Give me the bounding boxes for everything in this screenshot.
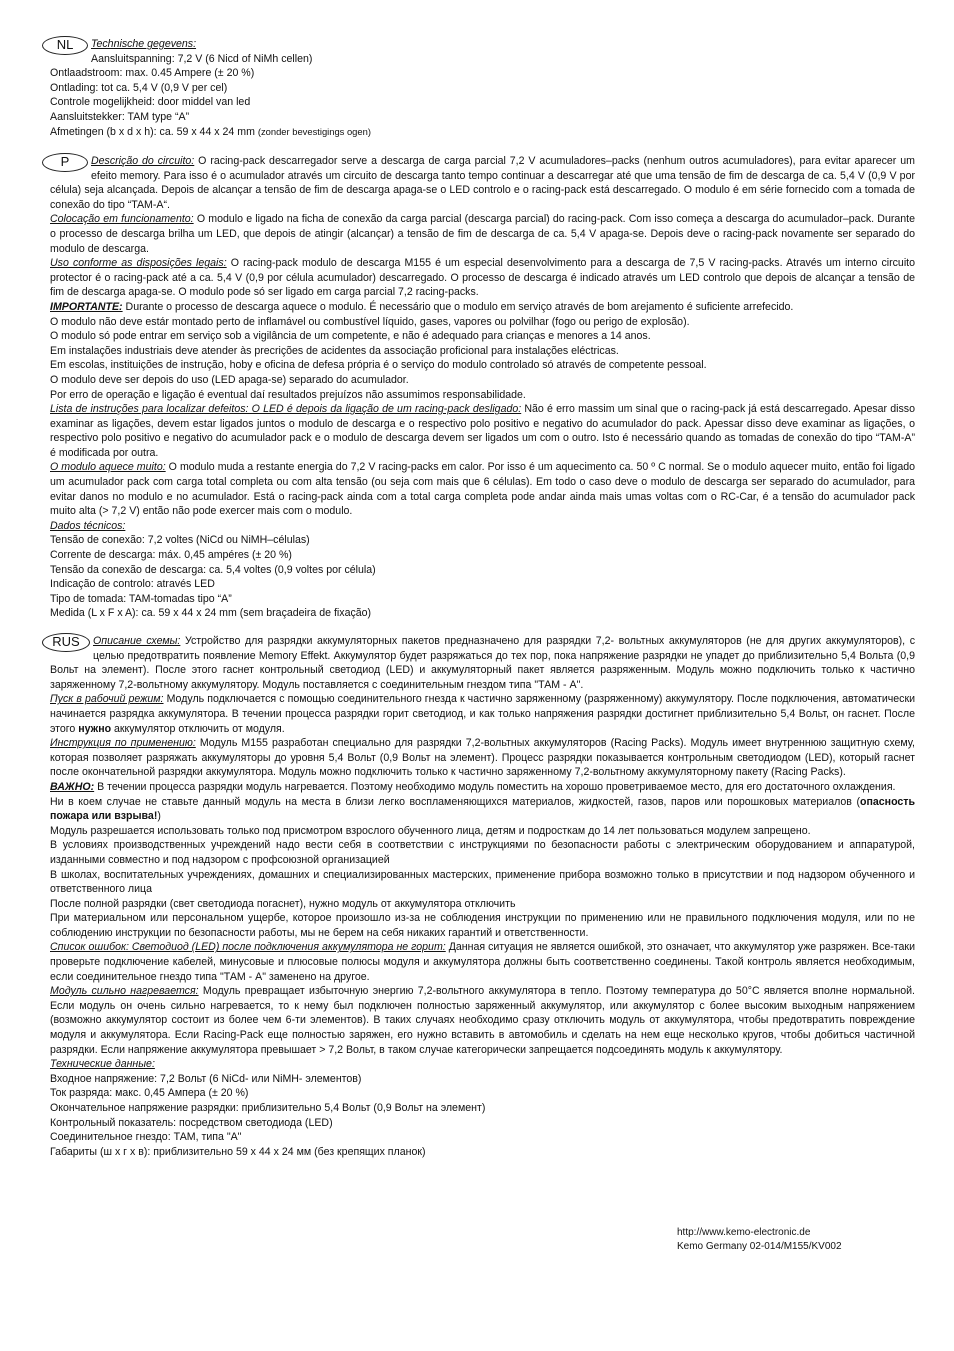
nl-line: Controle mogelijkheid: door middel van led bbox=[50, 96, 251, 109]
pt-col-text: O modulo e ligado na ficha de conexão da carga parcial (descarga parcial) do racing-pack. Com isso começa a descarga do acumulador–pack. Durante o processo de descarga brilha um LED, que depois de atingir (alcançar) a tensão de fim de descarga de ca. 5,4 V apaga-se. Depois deve o racing-pack novamente ser separado do modulo de descarga. bbox=[50, 213, 915, 255]
pt-aquece-heading: O modulo aquece muito: bbox=[50, 461, 166, 474]
pt-tech-line: Indicação de controlo: através LED bbox=[50, 578, 215, 591]
ru-desc-heading: Описание схемы: bbox=[93, 635, 181, 647]
ru-vazhno-heading: ВАЖНО: bbox=[50, 780, 95, 793]
ru-line: В условиях производственных учреждений надо вести себя в соответствии с инструкциями по безопасности работы с электрическим оборудованием и аппаратурой, изданными совместно и под надзором с профсоюзной организацией bbox=[50, 839, 915, 866]
ru-tech-line: Контрольный показатель: посредством светодиода (LED) bbox=[50, 1116, 333, 1129]
pt-line: Em escolas, instituições de instrução, hoby e oficina de defesa própria é o serviço do modulo controlado só através de competente pessoal. bbox=[50, 359, 707, 372]
pt-desc-heading: Descrição do circuito: bbox=[91, 155, 195, 167]
language-badge-pt: P bbox=[42, 153, 88, 172]
ru-tech-line: Входное напряжение: 7,2 Вольт (6 NiCd- или NiMH- элементов) bbox=[50, 1072, 362, 1085]
ru-fire-text: Ни в коем случае не ставьте данный модуль на места в близи легко воспламеняющихся материалов, жидкостей, газов, паров или порошковых материалов ( bbox=[50, 795, 861, 808]
section-pt bbox=[50, 154, 915, 621]
ru-instr-heading: Инструкция по применению: bbox=[50, 737, 196, 750]
section-ru bbox=[50, 634, 915, 1159]
nl-line: Ontlading: tot ca. 5,4 V (0,9 V per cel) bbox=[50, 81, 228, 94]
pt-uso-text: O racing-pack modulo de descarga M155 é um especial desenvolvimento para a descarga de 7,5 V racing-packs. Através um interno circuito protector é o racing-pack até a ca. 5,4 V (0,9 por célula acumulador) descarregado. O processo de descarga é indicado através um LED controlo que depois de alcançar a tensão de fim de descarga apaga-se. O modulo pode só ser ligado em carga parcial 7,2 racing-packs. bbox=[50, 257, 916, 299]
ru-hot-heading: Модуль сильно нагревается: bbox=[50, 985, 199, 998]
ru-pusk-text-end: аккумулятор отключить от модуля. bbox=[111, 722, 285, 735]
language-badge-nl: NL bbox=[42, 36, 88, 55]
ru-hot-text: Модуль превращает избыточную энергию 7,2-вольтного аккумулятора в тепло. Поэтому температура до 50°С является вполне нормальной. Если модуль он очень сильно нагревается, то к нему был подключен полностью заряженный аккумулятор, или аккумулятор с более высоким выходным напряжением (возможно аккумулятор состоит из более чем 6-ти элементов). В таких случаях необходимо сразу отключить модуль от аккумулятора, чтобы предотвратить повреждение модуля и аккумулятора. Если Racing-Pack еще полностью заряжен, его нужно вставить в автомобиль и сделать на нем еще несколько кругов, чтобы добиться частичной разрядки. Если напряжение аккумулятора превышает > 7,2 Вольт, в таком случае категорически запрещается подсоединять модуль к аккумулятору. bbox=[50, 985, 915, 1056]
ru-tech-line: Габариты (ш х г х в): приблизительно 59 х 44 х 24 мм (без крепящих планок) bbox=[50, 1145, 426, 1158]
ru-pusk-bold: нужно bbox=[78, 722, 112, 735]
ru-tech-line: Соединительное гнездо: ТАМ, типа "А" bbox=[50, 1131, 242, 1144]
footer bbox=[677, 1226, 842, 1254]
ru-pusk-text: Модуль подключается с помощью соединительного гнезда к частично заряженному (разряженному) аккумулятору. После подключения, автоматически начинается разрядка аккумулятора. В течении процесса разрядки горит светодиод, и как только напряжения разрядки достигнет приблизительно 5,4 Вольт, он гаснет. После этого bbox=[50, 693, 916, 735]
pt-line: Por erro de operação e ligação é eventual daí resultados prejuízos não assumimos responsabilidade. bbox=[50, 388, 526, 401]
ru-line: В школах, воспитательных учреждениях, домашних и специализированных мастерских, применение прибора возможно только в присутствии и под надзором обученного и ответственного лица bbox=[50, 868, 915, 896]
pt-tech-line: Tensão da conexão de descarga: ca. 5,4 voltes (0,9 voltes por célula) bbox=[50, 563, 376, 576]
ru-vazhno-text: В течении процесса разрядки модуль нагревается. Поэтому необходимо модуль поместить на хорошо проветриваемое место, для его достаточного охлаждения. bbox=[94, 780, 896, 793]
language-badge-ru: RUS bbox=[42, 633, 90, 652]
pt-line: O modulo deve ser depois do uso (LED apaga-se) separado do acumulador. bbox=[50, 373, 409, 386]
ru-desc-text: Устройство для разрядки аккумуляторных пакетов предназначено для разрядки 7,2- вольтных аккумуляторов (не для других аккумуляторов), с целью предотвратить появление Memory Effekt. Аккумулятор будет разряжаться до тех пор, пока напряжение разрядки не упадет до приблизительно 5,4 Вольта (0,9 Вольт на элемент). После этого гаснет контрольный светодиод (LED) и аккумуляторный пакет является разряженным. Модуль можно подключить только к частично заряженному 7,2-вольтному аккумулятору. Модуль поставляется с соединительным гнездом типа "ТАМ - А". bbox=[50, 635, 915, 691]
pt-importante-text: Durante o processo de descarga aquece o modulo. É necessário que o modulo em serviço através de bom arejamento é suficiente arrefecido. bbox=[122, 300, 794, 313]
pt-lista-text: Não é erro massim um sinal que o racing-pack já está descarregado. Apesar disso examinar as ligações, devem estar ligados juntos o modulo de descarga e o respectivo polo positivo e negativo do acumulador do pack. Apessar disso deve examinar as ligações, o respectivo polo positivo e negativo do acumulador pack e o modulo de descarga devem ser ligados um com o outro. Isto é necessário quando as tomadas de conexão do tipo “TAM-A” é modificada por outra. bbox=[50, 403, 915, 459]
ru-tech-line: Окончательное напряжение разрядки: приблизительно 5,4 Вольт (0,9 Вольт на элемент) bbox=[50, 1102, 486, 1114]
pt-lista-heading: Lista de instruções para localizar defeitos: O LED é depois da ligação de um racing-pack desligado: bbox=[50, 403, 522, 416]
nl-dimensions: Afmetingen (b x d x h): ca. 59 x 44 x 24 mm bbox=[50, 125, 255, 138]
ru-line: После полной разрядки (свет светодиода погаснет), нужно модуль от аккумулятора отключить bbox=[50, 897, 516, 910]
pt-line: O modulo não deve estár montado perto de inflamável ou combustível líquido, gases, vapores ou polvilhar (fogo ou perigo de explosão). bbox=[50, 315, 690, 328]
pt-col-heading: Colocação em funcionamento: bbox=[50, 213, 194, 226]
ru-fire-end: ) bbox=[157, 810, 161, 823]
ru-tech-heading: Технические данные: bbox=[50, 1058, 155, 1071]
pt-aquece-text: O modulo muda a restante energia do 7,2 V racing-packs em calor. Por isso é um aquecimento ca. 50 º C normal. Se o modulo aquecer muito, então foi ligado um acumulador pack com carga total completa ou com alta tensão (ou seja com mais que 6 células). Em todo o caso deve o modulo de descarga ser separado do acumulador, para evitar danos no modulo e no acumulador. Está o racing-pack ainda com a total carga completa pode andar ainda mais umas voltas com o RC-Car, é a tensão do acumulador pack muito alta (> 7,2 V) então não pode exercer mais com o modulo. bbox=[50, 461, 916, 518]
footer-code: Kemo Germany 02-014/M155/KV002 bbox=[677, 1241, 842, 1252]
pt-line: O modulo só pode entrar em serviço sob a vigilância de um competente, e não é adequado para crianças e menores a 14 anos. bbox=[50, 330, 651, 343]
pt-desc-text: O racing-pack descarregador serve a descarga de carga parcial 7,2 V acumuladores–packs (nenhum outros acumuladores), para evitar aparecer um efeito memory. Para isso é o acumulador através um circuito de descarga tanto tempo continuar a descarregar até que uma tensão de fim de descarga de ca. 5,4 V (0,9 V por célula) seja alcançada. Depois de alcançar a tensão de fim de descarga apaga-se o LED controlo e o racing-pack está descarregado. O modulo é em série fornecido com a tomada de conexão do tipo “TAM-A“. bbox=[50, 155, 915, 211]
ru-pusk-heading: Пуск в рабочий режим: bbox=[50, 693, 164, 706]
pt-tech-line: Medida (L x F x A): ca. 59 x 44 x 24 mm (sem braçadeira de fixação) bbox=[50, 607, 372, 620]
ru-line: При материальном или персональном ущербе, которое произошло из-за не соблюдения инструкции по применению или не правильного подключения модуля, или по не соблюдению инструкции по безопасности работы, мы не берем на себя никаких гарантий и ответственности. bbox=[50, 912, 915, 939]
ru-line: Модуль разрешается использовать только под присмотром взрослого обученного лица, детям и подросткам до 14 лет пользоваться модулем запрещено. bbox=[50, 824, 811, 837]
section-nl bbox=[50, 37, 915, 139]
pt-tech-line: Corrente de descarga: máx. 0,45 ampéres (± 20 %) bbox=[50, 549, 292, 562]
nl-line: Aansluitspanning: 7,2 V (6 Nicd of NiMh cellen) bbox=[91, 52, 313, 65]
pt-importante-heading: IMPORTANTE: bbox=[50, 300, 123, 313]
pt-tech-line: Tensão de conexão: 7,2 voltes (NiCd ou NiMH–células) bbox=[50, 534, 310, 547]
ru-errors-text: Данная ситуация не является ошибкой, это означает, что аккумулятор уже разряжен. Все-таки проверьте подключение кабелей, минусовые и плюсовые полюсы модуля и аккумулятора должны быть соответственно соединены. Такой контроль является необходимым, если соединительное гнездо типа "ТАМ - А" заменено на другое. bbox=[50, 941, 915, 983]
ru-errors-heading: Список ошибок: Светодиод (LED) после подключения аккумулятора не горит: bbox=[50, 941, 446, 954]
pt-uso-heading: Uso conforme as disposições legais: bbox=[50, 257, 227, 270]
pt-tech-heading: Dados técnicos: bbox=[50, 519, 126, 532]
pt-line: Em instalações industriais deve atender às precrições de acidentes da associação proficional para instalações eléctricas. bbox=[50, 344, 619, 357]
pt-tech-line: Tipo de tomada: TAM-tomadas tipo “A” bbox=[50, 592, 232, 605]
ru-fire-bold: опасность пожара или взрыва! bbox=[50, 795, 915, 823]
nl-line: Aansluitstekker: TAM type “A” bbox=[50, 110, 190, 123]
footer-url[interactable]: http://www.kemo-electronic.de bbox=[677, 1227, 811, 1238]
nl-heading: Technische gegevens: bbox=[91, 38, 197, 50]
nl-line: Ontlaadstroom: max. 0.45 Ampere (± 20 %) bbox=[50, 67, 255, 80]
ru-tech-line: Ток разряда: макс. 0,45 Ампера (± 20 %) bbox=[50, 1087, 249, 1100]
ru-instr-text: Модуль M155 разработан специально для разрядки 7,2-вольтных аккумуляторов (Racing Packs). Модуль имеет внутреннюю защитную схему, которая позволяет разряжать аккумуляторы до уровня 5,4 Вольт (0,9 Вольт на элемент). Процесс разрядки показывается контрольным светодиодом (LED), который гаснет после окончательной разрядки аккумулятора. Модуль можно подключить только к частично заряженному 7,2-вольтному аккумуляторному пакету (Racing Packs). bbox=[50, 737, 915, 779]
nl-dimensions-note: (zonder bevestigings ogen) bbox=[257, 125, 371, 137]
